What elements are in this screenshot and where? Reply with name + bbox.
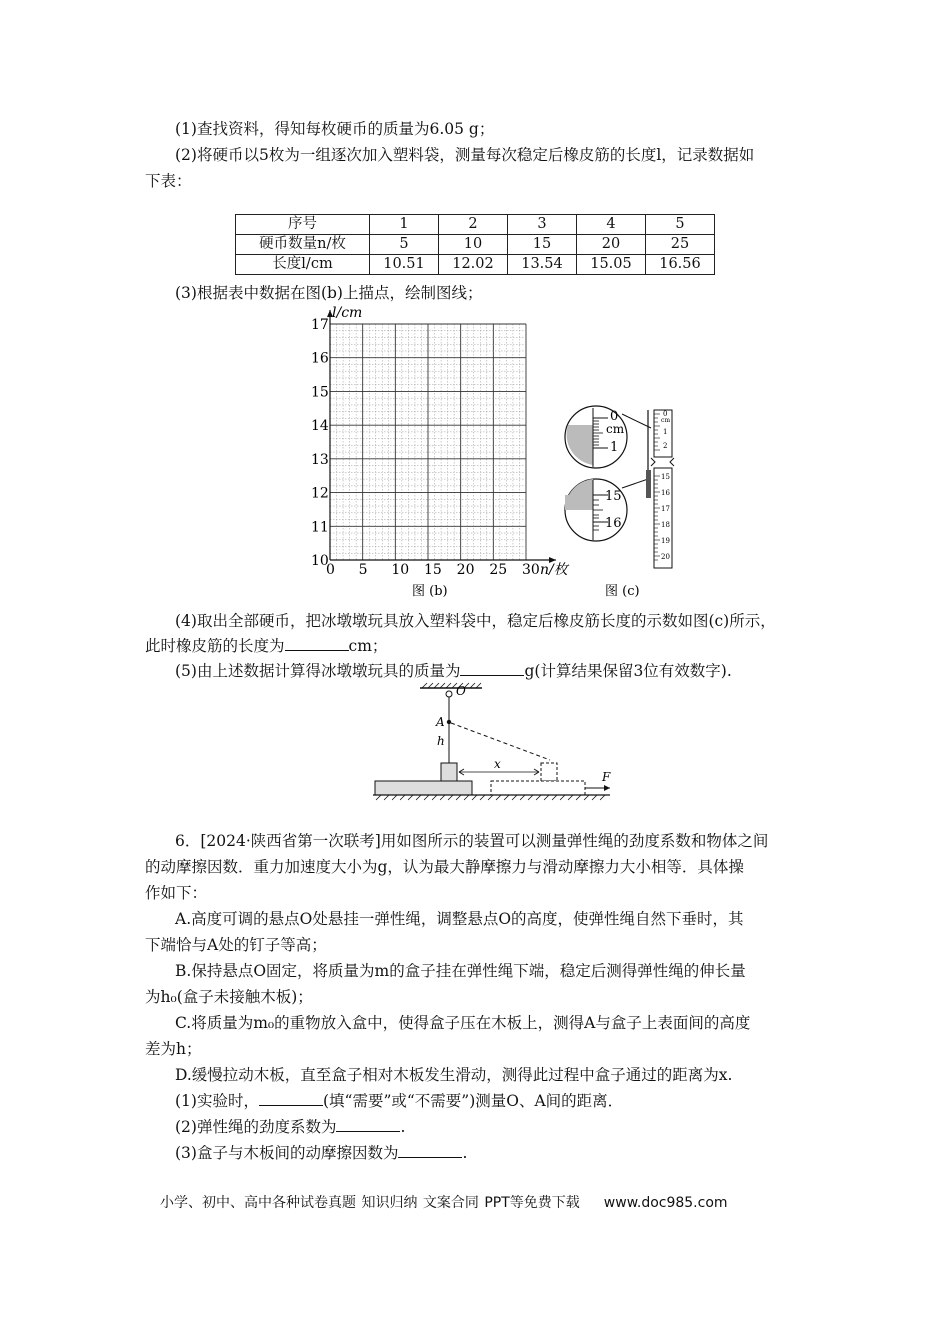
table-cell: 20 bbox=[577, 235, 646, 255]
table-cell: 10.51 bbox=[370, 255, 439, 275]
answer-blank bbox=[285, 635, 349, 651]
ruler-scale-2: 2 bbox=[663, 442, 668, 450]
y-tick-label: 15 bbox=[311, 384, 329, 401]
label-h: h bbox=[437, 734, 445, 748]
step-4-prefix: 此时橡皮筋的长度为 bbox=[145, 637, 285, 655]
ruler-mark-cm: cm bbox=[606, 422, 625, 436]
step-5-text bbox=[175, 660, 732, 682]
step-4-text: (4)取出全部硬币，把冰墩墩玩具放入塑料袋中，稳定后橡皮筋长度的示数如图(c)所示， bbox=[175, 612, 776, 630]
table-row bbox=[236, 235, 715, 255]
step-4-suffix: cm； bbox=[348, 637, 388, 655]
sub-2-suffix: . bbox=[400, 1118, 406, 1136]
step-a-text-cont: 下端恰与A处的钉子等高； bbox=[145, 936, 327, 954]
sub-3-suffix: . bbox=[462, 1144, 468, 1162]
chart-caption: 图 (b) bbox=[412, 584, 448, 599]
step-c-text-cont: 差为h； bbox=[145, 1040, 202, 1058]
ruler-scale-19: 19 bbox=[661, 537, 670, 545]
ruler-scale-0: 0 bbox=[663, 410, 668, 418]
table-cell: 长度l/cm bbox=[236, 255, 370, 275]
table-cell: 硬币数量n/枚 bbox=[236, 235, 370, 255]
ruler-scale-16: 16 bbox=[661, 489, 670, 497]
step-a-text: A.高度可调的悬点O处悬挂一弹性绳，调整悬点O的高度，使弹性绳自然下垂时，其 bbox=[175, 910, 744, 928]
data-table bbox=[235, 214, 715, 275]
x-tick-label: 5 bbox=[358, 562, 368, 578]
ruler-mark-1: 1 bbox=[610, 440, 619, 455]
sub-1-prefix: (1)实验时， bbox=[175, 1092, 259, 1110]
table-cell: 12.02 bbox=[439, 255, 508, 275]
x-tick-label: 15 bbox=[424, 562, 442, 578]
table-cell: 15.05 bbox=[577, 255, 646, 275]
label-F: F bbox=[602, 770, 611, 784]
y-tick-label: 10 bbox=[311, 553, 329, 569]
footer-site-link[interactable]: www.doc985.com bbox=[603, 1195, 728, 1211]
y-tick-label: 11 bbox=[311, 519, 329, 536]
step-3-text: (3)根据表中数据在图(b)上描点，绘制图线； bbox=[175, 284, 483, 302]
ruler-scale-cm: cm bbox=[661, 417, 671, 424]
step-5-prefix: (5)由上述数据计算得冰墩墩玩具的质量为 bbox=[175, 662, 461, 680]
answer-blank bbox=[398, 1142, 462, 1158]
label-O: O bbox=[456, 684, 466, 698]
question-6-text: 6．[2024·陕西省第一次联考]用如图所示的装置可以测量弹性绳的劲度系数和物体之间 bbox=[175, 832, 769, 850]
grid-chart bbox=[300, 300, 590, 605]
table-cell: 2 bbox=[439, 215, 508, 235]
ruler-scale-1: 1 bbox=[663, 428, 668, 436]
step-2-text-cont: 下表： bbox=[145, 172, 192, 190]
x-axis-label: n/枚 bbox=[540, 562, 568, 578]
sub-1-suffix: (填“需要”或“不需要”)测量O、A间的距离． bbox=[322, 1092, 624, 1110]
ruler-scale-17: 17 bbox=[661, 505, 670, 513]
table-cell: 16.56 bbox=[646, 255, 715, 275]
step-1-text: (1)查找资料，得知每枚硬币的质量为6.05 g； bbox=[175, 120, 495, 138]
y-axis-label: l/cm bbox=[332, 305, 363, 321]
table-cell: 1 bbox=[370, 215, 439, 235]
step-2-text: (2)将硬币以5枚为一组逐次加入塑料袋，测量每次稳定后橡皮筋的长度l，记录数据如 bbox=[175, 146, 755, 164]
sub-2-prefix: (2)弹性绳的劲度系数为 bbox=[175, 1118, 337, 1136]
ruler-mark-16: 16 bbox=[605, 516, 622, 531]
y-tick-label: 12 bbox=[311, 485, 329, 502]
sub-3-prefix: (3)盒子与木板间的动摩擦因数为 bbox=[175, 1144, 399, 1162]
table-row bbox=[236, 255, 715, 275]
label-x: x bbox=[494, 757, 501, 771]
y-tick-label: 16 bbox=[311, 350, 329, 367]
table-row bbox=[236, 215, 715, 235]
ruler-scale-18: 18 bbox=[661, 521, 670, 529]
table-cell: 10 bbox=[439, 235, 508, 255]
ruler-figure bbox=[560, 400, 680, 605]
y-tick-label: 17 bbox=[311, 317, 329, 333]
step-b-text: B.保持悬点O固定，将质量为m的盒子挂在弹性绳下端，稳定后测得弹性绳的伸长量 bbox=[175, 962, 746, 980]
chart-axes bbox=[327, 310, 556, 563]
table-cell: 3 bbox=[508, 215, 577, 235]
table-cell: 13.54 bbox=[508, 255, 577, 275]
x-tick-label: 10 bbox=[391, 562, 410, 578]
step-b-text-cont: 为h₀(盒子未接触木板)； bbox=[145, 988, 313, 1006]
ruler-scale-15: 15 bbox=[661, 473, 670, 481]
answer-blank bbox=[336, 1116, 400, 1132]
step-d-text: D.缓慢拉动木板，直至盒子相对木板发生滑动，测得此过程中盒子通过的距离为x. bbox=[175, 1066, 733, 1084]
table-cell: 4 bbox=[577, 215, 646, 235]
x-tick-label: 30 bbox=[522, 562, 540, 578]
question-6-text-cont: 作如下： bbox=[145, 884, 208, 902]
table-cell: 5 bbox=[646, 215, 715, 235]
chart-tick-labels bbox=[311, 317, 540, 578]
x-tick-label: 0 bbox=[326, 562, 335, 578]
label-A: A bbox=[436, 715, 445, 729]
step-4-text-cont bbox=[145, 635, 387, 657]
table-cell: 15 bbox=[508, 235, 577, 255]
chart-grid bbox=[330, 324, 526, 560]
table-cell: 5 bbox=[370, 235, 439, 255]
x-tick-label: 20 bbox=[456, 562, 475, 578]
ruler-scale-20: 20 bbox=[661, 553, 670, 561]
ruler-caption: 图 (c) bbox=[605, 584, 640, 599]
y-tick-label: 13 bbox=[311, 451, 329, 468]
sub-question-1 bbox=[175, 1090, 623, 1112]
sub-question-2 bbox=[175, 1116, 405, 1138]
y-tick-label: 14 bbox=[311, 418, 329, 435]
table-cell: 序号 bbox=[236, 215, 370, 235]
step-c-text: C.将质量为m₀的重物放入盒中，使得盒子压在木板上，测得A与盒子上表面间的高度 bbox=[175, 1014, 751, 1032]
question-6-text-cont: 的动摩擦因数．重力加速度大小为g，认为最大静摩擦力与滑动摩擦力大小相等．具体操 bbox=[145, 858, 744, 876]
footer-text: 小学、初中、高中各种试卷真题 知识归纳 文案合同 PPT等免费下载 bbox=[160, 1195, 580, 1211]
ruler-mark-15: 15 bbox=[605, 489, 622, 504]
sub-question-3 bbox=[175, 1142, 467, 1164]
x-tick-label: 25 bbox=[489, 562, 508, 578]
table-cell: 25 bbox=[646, 235, 715, 255]
page-footer bbox=[160, 1192, 728, 1212]
apparatus-diagram bbox=[370, 680, 620, 805]
answer-blank bbox=[460, 660, 524, 676]
answer-blank bbox=[259, 1090, 323, 1106]
ruler-mark-0: 0 bbox=[610, 409, 619, 424]
step-5-suffix: g(计算结果保留3位有效数字). bbox=[524, 662, 732, 680]
